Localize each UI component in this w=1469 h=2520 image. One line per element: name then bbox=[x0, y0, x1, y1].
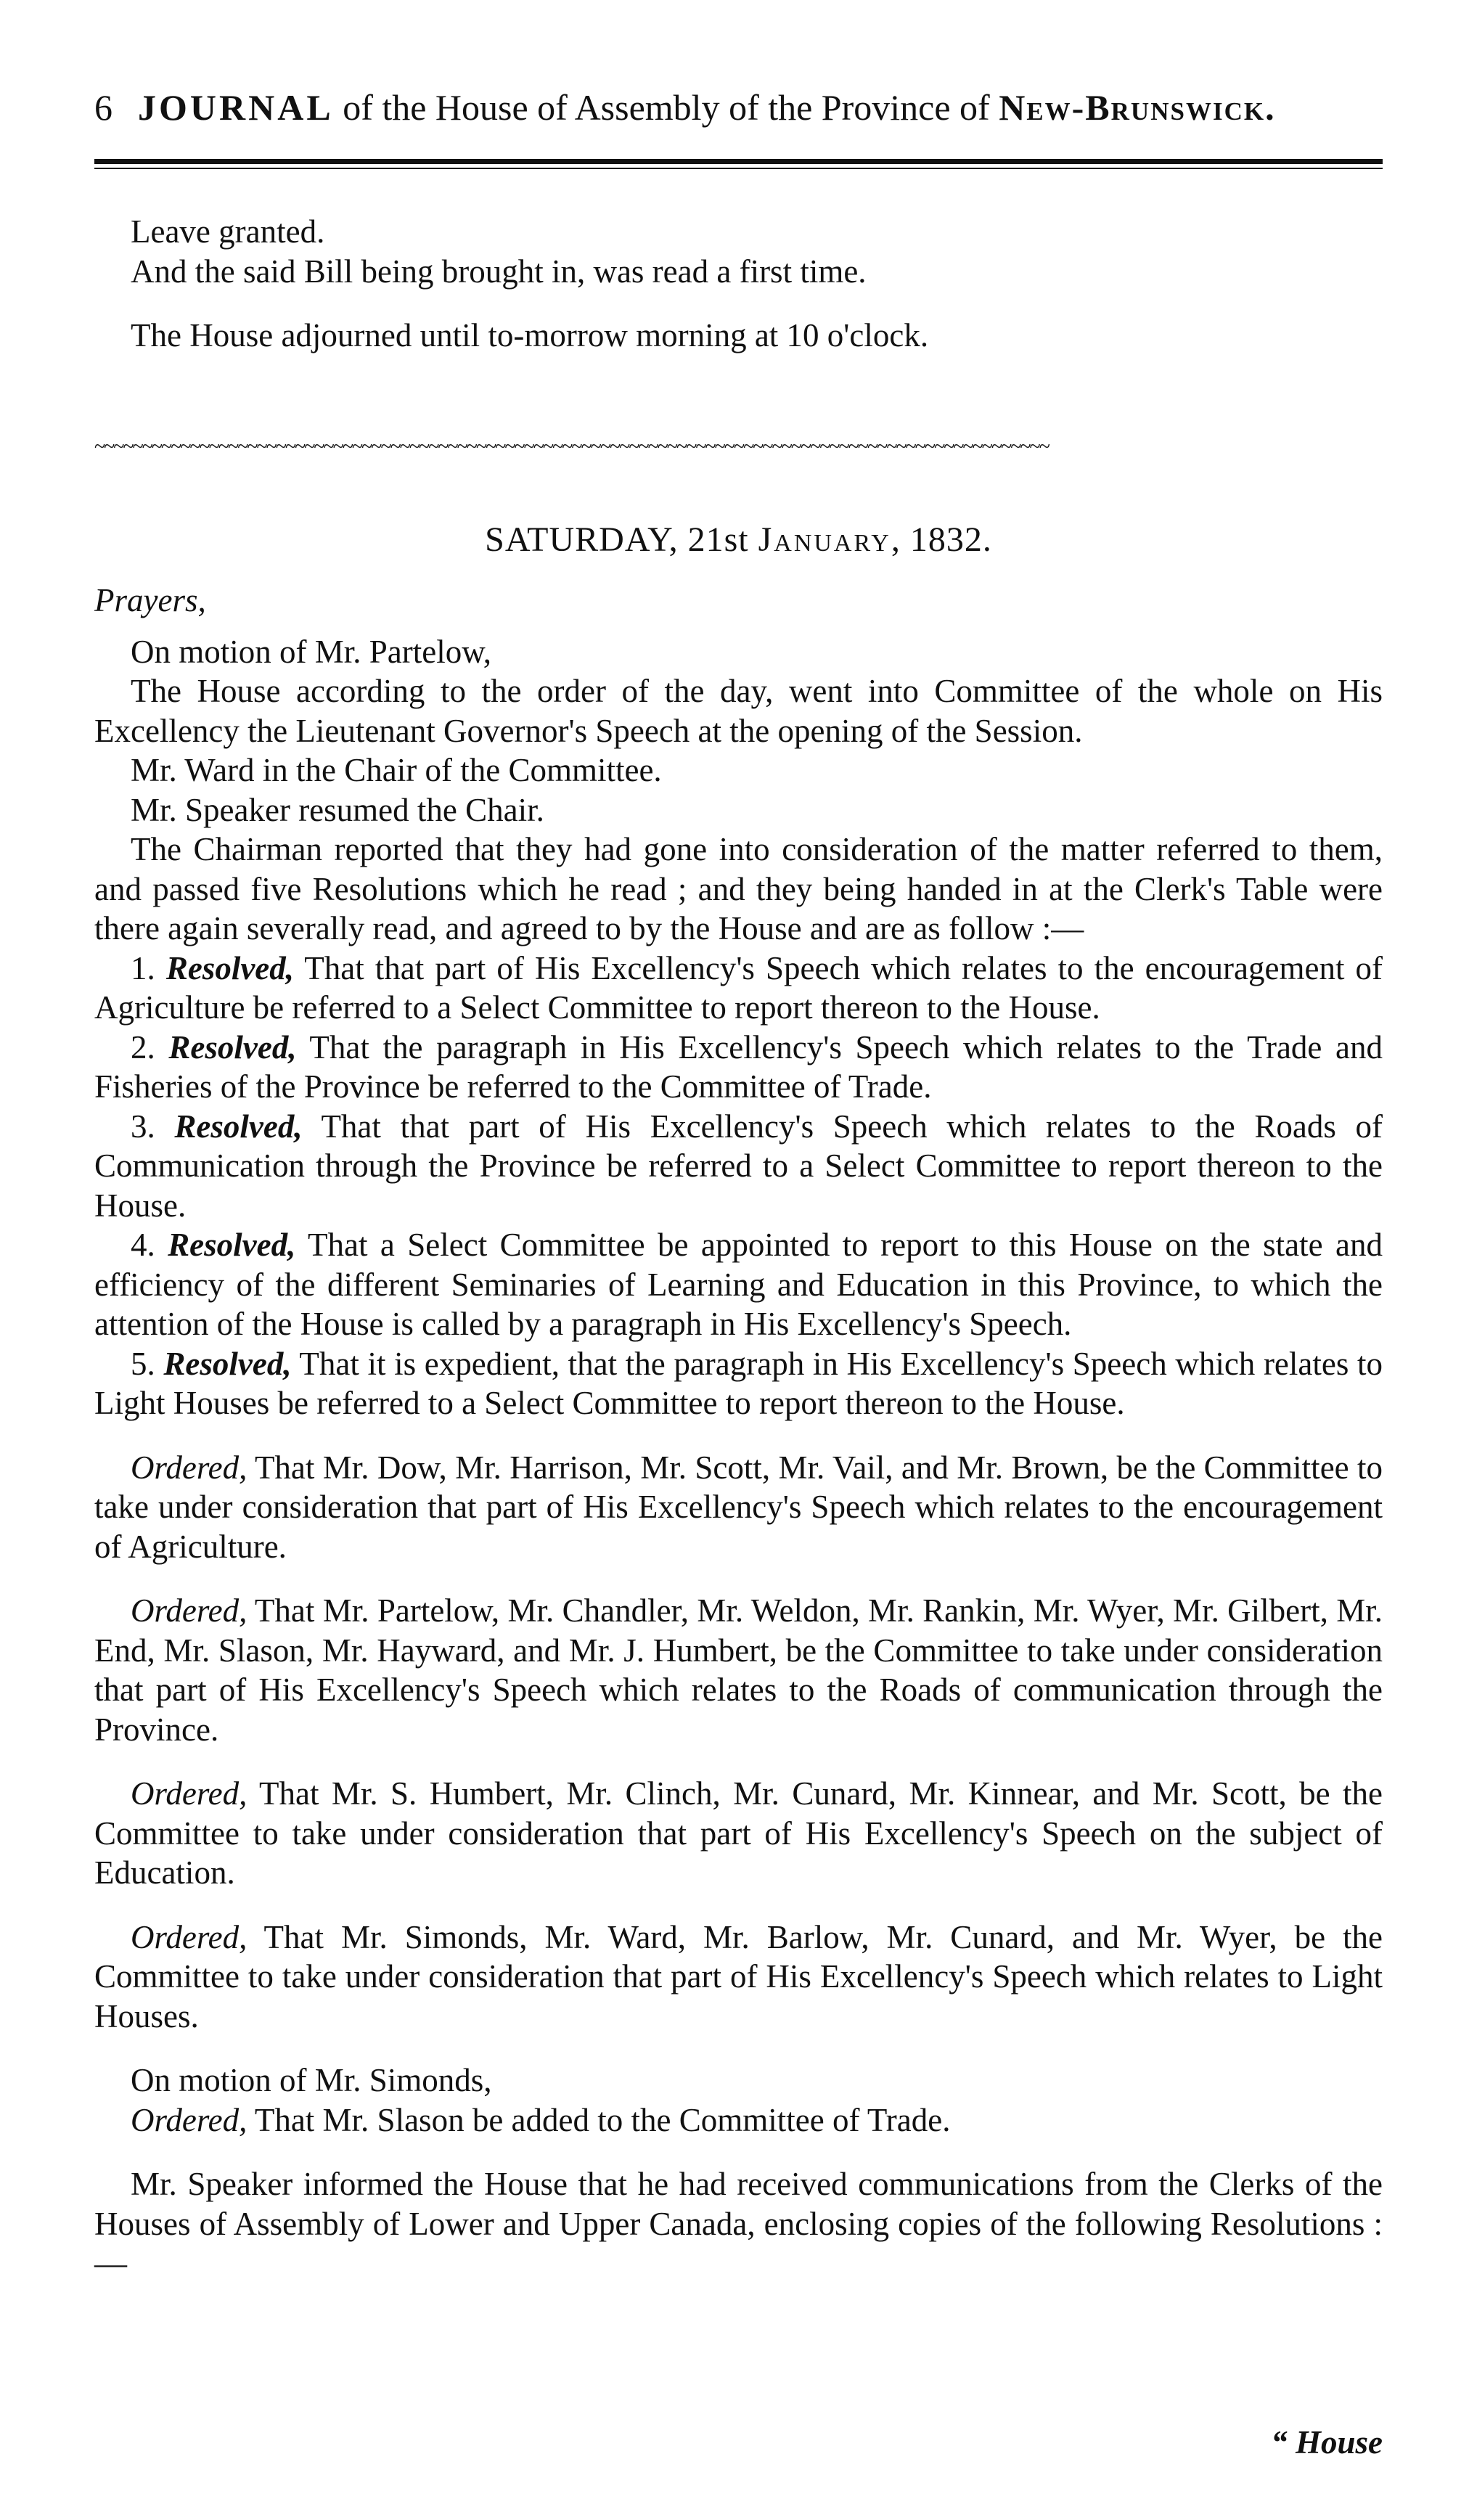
resolution-number: 1. bbox=[131, 949, 166, 986]
resolved-word: Resolved, bbox=[168, 1028, 297, 1065]
resolution-4 bbox=[94, 1225, 1383, 1344]
order-text: That Mr. Slason be added to the Committee of Trade. bbox=[247, 2101, 951, 2138]
paragraph: On motion of Mr. Partelow, bbox=[131, 633, 492, 670]
resolution-text: That it is expedient, that the paragraph in His Excellency's Speech which relates to Light Houses be referred to a Select Committee to report thereon to the House. bbox=[94, 1345, 1383, 1421]
ordered-word: Ordered, bbox=[131, 1449, 247, 1486]
paragraph: Leave granted. bbox=[131, 213, 325, 250]
ordered-word: Ordered, bbox=[131, 1918, 247, 1955]
resolution-number: 3. bbox=[131, 1108, 175, 1145]
header-title: of the House of Assembly of the Province of bbox=[333, 87, 999, 128]
dateline-year: , 1832. bbox=[891, 520, 992, 559]
resolution-text: That that part of His Excellency's Speech which relates to the Roads of Communication through the Province be referred to a Select Committee to report thereon to the House. bbox=[94, 1108, 1383, 1224]
resolved-word: Resolved, bbox=[165, 949, 295, 986]
resolution-text: That the paragraph in His Excellency's Speech which relates to the Trade and Fisheries of the Province be referred to the Committee of Trade. bbox=[94, 1028, 1383, 1105]
order-education bbox=[94, 1774, 1383, 1893]
page-number: 6 bbox=[94, 87, 112, 128]
dateline-month: January bbox=[758, 520, 891, 559]
order-text: That Mr. Partelow, Mr. Chandler, Mr. Weldon, Mr. Rankin, Mr. Wyer, Mr. Gilbert, Mr. End, Mr. Slason, Mr. Hayward, and Mr. J. Humbert, be the Committee to take under consideration that part of His Excellency's Speech which relates to the Roads of communication through the Province. bbox=[94, 1592, 1383, 1748]
dateline bbox=[94, 518, 1383, 562]
adjournment: The House adjourned until to-morrow morning at 10 o'clock. bbox=[131, 317, 929, 353]
prayers: Prayers, bbox=[94, 582, 206, 618]
order-text: That Mr. Dow, Mr. Harrison, Mr. Scott, Mr. Vail, and Mr. Brown, be the Committee to take under consideration that part of His Excellency's Speech which relates to the encouragement of Agriculture. bbox=[94, 1449, 1383, 1565]
previous-day-text bbox=[94, 212, 1383, 356]
running-header bbox=[94, 86, 1383, 129]
header-rule-thick bbox=[94, 159, 1383, 164]
resolution-1 bbox=[94, 949, 1383, 1028]
ordered-word: Ordered, bbox=[131, 2101, 247, 2138]
resolved-word: Resolved, bbox=[174, 1108, 303, 1145]
resolution-text: That a Select Committee be appointed to report to this House on the state and efficiency of the different Seminaries of Learning and Education in this Province, to which the attention of the House is called by a paragraph in His Excellency's Speech. bbox=[94, 1227, 1383, 1342]
paragraph: Mr. Speaker resumed the Chair. bbox=[131, 791, 544, 828]
order-slason bbox=[94, 2100, 1383, 2140]
journal-word: JOURNAL bbox=[138, 87, 334, 128]
paragraph: And the said Bill being brought in, was read a first time. bbox=[131, 253, 867, 290]
resolution-text: That that part of His Excellency's Speech which relates to the encouragement of Agriculture be referred to a Select Committee to report thereon to the House. bbox=[94, 949, 1383, 1026]
ordered-word: Ordered, bbox=[131, 1775, 247, 1812]
resolution-3 bbox=[94, 1107, 1383, 1226]
journal-page bbox=[94, 0, 1383, 2520]
resolution-number: 4. bbox=[131, 1227, 168, 1263]
resolution-number: 5. bbox=[131, 1345, 164, 1382]
resolved-word: Resolved, bbox=[168, 1227, 296, 1263]
speaker-communication: Mr. Speaker informed the House that he had received communications from the Clerks of the Houses of Assembly of Lower and Upper Canada, enclosing copies of the following Resolutions :— bbox=[94, 2166, 1383, 2281]
resolved-word: Resolved, bbox=[163, 1345, 292, 1382]
catchword: “ House bbox=[1271, 2424, 1383, 2460]
order-light-houses bbox=[94, 1918, 1383, 2037]
resolution-2 bbox=[94, 1028, 1383, 1107]
ordered-word: Ordered, bbox=[131, 1592, 247, 1629]
order-text: That Mr. S. Humbert, Mr. Clinch, Mr. Cunard, Mr. Kinnear, and Mr. Scott, be the Committee to take under consideration that part of His Excellency's Speech on the subject of Education. bbox=[94, 1775, 1383, 1891]
resolution-number: 2. bbox=[131, 1028, 169, 1065]
order-agriculture bbox=[94, 1448, 1383, 1567]
resolution-5 bbox=[94, 1344, 1383, 1423]
header-province: New-Brunswick. bbox=[999, 87, 1276, 128]
order-roads bbox=[94, 1591, 1383, 1749]
proceedings bbox=[94, 581, 1383, 2283]
dateline-day: SATURDAY, 21st bbox=[485, 520, 758, 559]
header-rule-thin bbox=[94, 168, 1383, 169]
paragraph: Mr. Ward in the Chair of the Committee. bbox=[131, 752, 662, 788]
paragraph: The House according to the order of the day, went into Committee of the whole on His Excellency the Lieutenant Governor's Speech at the opening of the Session. bbox=[94, 673, 1383, 749]
simonds-motion: On motion of Mr. Simonds, bbox=[131, 2062, 492, 2098]
ornamental-divider: ~~~~~~~~~~~~~~~~~~~~~~~~~~~~~~~~~~~~~~~~~~~~~~~~~~~~~~~~~~~~~~~~~~~~~~~~~~~~~~~~~~~~~~~~~~~~~~~~~~~~ bbox=[94, 438, 1049, 457]
order-text: That Mr. Simonds, Mr. Ward, Mr. Barlow, Mr. Cunard, and Mr. Wyer, be the Committee to take under consideration that part of His Excellency's Speech which relates to Light Houses. bbox=[94, 1918, 1383, 2034]
paragraph: The Chairman reported that they had gone into consideration of the matter referred to them, and passed five Resolutions which he read ; and they being handed in at the Clerk's Table were there again severally read, and agreed to by the House and are as follow :— bbox=[94, 831, 1383, 946]
